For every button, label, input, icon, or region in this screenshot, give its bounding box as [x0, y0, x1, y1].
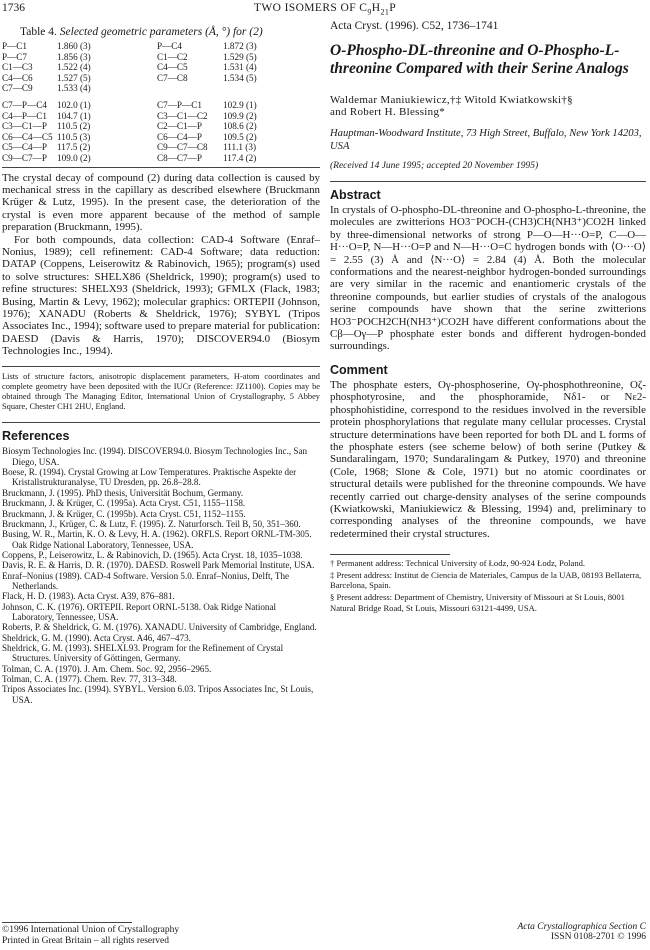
table-row	[2, 52, 320, 63]
table-cell-value: 1.860 (3)	[57, 41, 91, 51]
footnote: ‡ Present address: Institut de Ciencia de Materiales, Campus de la UAB, 08193 Bellaterra, Barcelona, Spain.	[330, 570, 642, 591]
references-list	[2, 446, 320, 705]
footnote: § Present address: Department of Chemistry, University of Missouri at St Louis, 8001 Natural Bridge Road, St Louis, Missouri 63121-4499, USA.	[330, 592, 625, 613]
authors-line-1: Waldemar Maniukiewicz,†‡ Witold Kwiatkowski†§	[330, 94, 573, 106]
footnotes	[330, 558, 646, 612]
reference-item: Biosym Technologies Inc. (1994). DISCOVER94.0. Biosym Technologies Inc., San Diego, USA.	[2, 446, 308, 467]
reference-item: Roberts, P. & Sheldrick, G. M. (1976). XANADU. University of Cambridge, England.	[2, 622, 317, 633]
table-caption: Table 4. Selected geometric parameters (Å, °) for (2)	[20, 26, 263, 38]
table-cell-value: 109.5 (2)	[223, 131, 257, 142]
issn: ISSN 0108-2701 © 1996	[550, 932, 646, 942]
table-cell-label: C8—C7—P	[157, 152, 202, 163]
table-cell-value: 1.534 (5)	[223, 72, 257, 83]
table-cell-label: C4—P—C1	[2, 110, 47, 121]
citation: Acta Cryst. (1996). C52, 1736–1741	[330, 20, 499, 32]
copyright-line: ©1996 International Union of Crystallography	[2, 925, 180, 935]
table-row	[2, 111, 320, 122]
reference-item: Flack, H. D. (1983). Acta Cryst. A39, 876–881.	[2, 591, 175, 602]
comment-heading: Comment	[330, 362, 388, 377]
reference-item: Tripos Associates Inc. (1994). SYBYL. Version 6.03. Tripos Associates Inc, St Louis, USA.	[2, 684, 314, 705]
authors-line-2: and Robert H. Blessing*	[330, 106, 446, 118]
table-row	[2, 142, 320, 153]
reference-item: Davis, R. E. & Harris, D. R. (1970). DAESD. Roswell Park Memorial Institute, USA.	[2, 560, 315, 571]
reference-item: Tolman, C. A. (1970). J. Am. Chem. Soc. 92, 2956–2965.	[2, 663, 212, 674]
right-column	[330, 20, 646, 615]
table-row	[2, 83, 320, 94]
footnote: † Permanent address: Technical University of Łodz, 90-924 Łodz, Poland.	[330, 558, 586, 569]
table-row	[2, 121, 320, 132]
table-cell-value: 117.5 (2)	[57, 142, 91, 153]
footer-rule	[2, 922, 132, 923]
table-cell-value: 1.529 (5)	[223, 51, 257, 62]
table-cell-value: 104.7 (1)	[57, 110, 91, 121]
table-cell-value: 110.5 (3)	[57, 131, 91, 142]
paragraph-software: For both compounds, data collection: CAD-4 Software (Enraf–Nonius, 1989); cell refinement: CAD-4 Software; data reduction: DATAP (Coppens, Leiserowitz & Rabinovich, 1965); program(s) used to solve structures: SHELX86 (Sheldrick, 1990); program(s) used to refine structures: SHELX93 (Sheldrick, 1993); GFMLX (Flack, 1983; Busing, Martin & Levy, 1962); molecular graphics: ORTEPII (Johnson, 1976); XANADU (Roberts & Sheldrick, 1976); SYBYL (Tripos Associates Inc., 1994); software used to prepare material for publication: DAESD (Davis & Harris, 1970); DISCOVER94.0 (Biosym Technologies Inc., 1994).	[2, 233, 320, 358]
table-cell-label: C6—C4—P	[157, 131, 202, 142]
table-cell-label: C1—C2	[157, 51, 188, 62]
reference-item: Sheldrick, G. M. (1993). SHELXL93. Program for the Refinement of Crystal Structures. University of Göttingen, Germany.	[2, 642, 284, 664]
received-dates: (Received 14 June 1995; accepted 20 November 1995)	[330, 161, 539, 171]
table-cell-value	[223, 83, 320, 94]
paragraph-crystal-decay: The crystal decay of compound (2) during data collection is caused by mechanical stress in the capillary as described elsewhere (Bruckmann Krüger & Lutz, 1995). In the present case, the deterioration of the crystal is even more apparent because of the method of sample preparation (Bruckmann, 1995).	[2, 171, 320, 234]
article-title: O-Phospho-DL-threonine and O-Phospho-L-threonine Compared with their Serine Analogs	[330, 42, 629, 77]
table-cell-label: C6—C4—C5	[2, 131, 53, 142]
table-row	[2, 62, 320, 73]
table-cell-label: C7—P—C4	[2, 99, 47, 110]
reference-item: Bruckmann, J. (1995). PhD thesis, Universität Bochum, Germany.	[2, 487, 244, 498]
table-cell-value: 1.533 (4)	[57, 83, 91, 94]
page-number: 1736	[2, 2, 25, 14]
deposit-rule	[2, 366, 320, 367]
running-title: TWO ISOMERS OF $C_9H_{21}P$	[253, 2, 397, 17]
reference-item: Tolman, C. A. (1977). Chem. Rev. 77, 313–348.	[2, 674, 177, 684]
table-cell-label: C3—C1—P	[2, 121, 47, 132]
reference-item: Busing, W. R., Martin, K. O. & Levy, H. A. (1962). ORFLS. Report ORNL-TM-305. Oak Ridge National Laboratory, Tennessee, USA.	[2, 529, 312, 550]
table-cell-label: C7—C9	[2, 83, 33, 94]
left-footer	[2, 922, 320, 947]
left-column	[2, 20, 320, 705]
table-cell-label: C9—C7—C8	[157, 142, 208, 153]
table-cell-label: C9—C7—P	[2, 152, 47, 163]
table-cell-label: P—C4	[157, 41, 183, 51]
right-footer	[330, 922, 646, 942]
table-cell-value: 117.4 (2)	[223, 152, 257, 163]
abstract-heading: Abstract	[330, 188, 381, 202]
table-cell-label: P—C1	[2, 41, 28, 51]
table-cell-value: 111.1 (3)	[223, 142, 256, 153]
affiliation: Hauptman-Woodward Institute, 73 High Street, Buffalo, New York 14203, USA	[330, 128, 642, 152]
geometric-parameters-table	[2, 41, 320, 164]
table-cell-label: C4—C5	[157, 62, 188, 73]
references-rule	[2, 422, 320, 423]
reference-item: Coppens, P., Leiserowitz, L. & Rabinovich, D. (1965). Acta Cryst. 18, 1035–1038.	[2, 549, 303, 560]
comment-text: The phosphate esters, Oγ-phosphoserine, Oγ-phosphothreonine, Oζ-phosphotyrosine, and the phosphoramide, Nδ1- or Nε2-phosphohistidine, correspond to the residues involved in the reversible protein phosphorylations that regulate many cellular processes. Crystal structure determinations have been reported for both DL and L forms of the phosphate esters (see scheme below) of both serine (Putkey & Sundaralingam, 1970; Sundaralingam & Putkey, 1970) and threonine (Cole, 1968; Slone & Cole, 1971) but no atomic coordinates or structural details were published for the threonine compounds. We have recently carried out charge-density analyses of the serine compounds (Kwiatkowski, Maniukiewicz & Blessing, 1994) and, preliminary to corresponding analyses of the threonine compounds, we have redetermined their crystal structures.	[330, 378, 646, 540]
reference-item: Sheldrick, G. M. (1990). Acta Cryst. A46, 467–473.	[2, 632, 191, 643]
reference-item: Bruckmann, J., Krüger, C. & Lutz, F. (1995). Z. Naturforsch. Teil B, 50, 351–360.	[2, 518, 301, 529]
reference-item: Boese, R. (1994). Crystal Growing at Low Temperatures. Praktische Aspekte der Kristallstrukturanalyse, TU Dresden, pp. 26.8–28.8.	[2, 467, 297, 488]
table-row	[2, 153, 320, 164]
table-cell-value: 102.9 (1)	[223, 99, 257, 110]
table-cell-label: C3—C1—C2	[157, 110, 208, 121]
table-rule	[2, 167, 320, 168]
table-cell-label: C2—C1—P	[157, 121, 202, 132]
table-cell-value: 109.0 (2)	[57, 152, 91, 163]
journal-name: Acta Crystallographica Section C	[517, 922, 646, 932]
table-cell-label: C5—C4—P	[2, 142, 47, 153]
reference-item: Bruckmann, J. & Krüger, C. (1995a). Acta Cryst. C51, 1155–1158.	[2, 498, 246, 509]
table-cell-value: 1.856 (3)	[57, 51, 91, 62]
table-cell-value: 108.6 (2)	[223, 121, 257, 132]
table-cell-label	[157, 83, 223, 94]
reference-item: Enraf–Nonius (1989). CAD-4 Software. Version 5.0. Enraf–Nonius, Delft, The Netherlands.	[2, 570, 290, 591]
table-cell-value: 110.5 (2)	[57, 121, 91, 132]
page-header	[2, 2, 648, 18]
table-row	[2, 94, 320, 111]
table-cell-value: 1.531 (4)	[223, 62, 257, 73]
table-cell-label: P—C7	[2, 51, 28, 62]
table-row	[2, 41, 320, 52]
table-cell-label: C7—P—C1	[157, 99, 202, 110]
references-heading: References	[2, 429, 70, 444]
table-cell-value: 102.0 (1)	[57, 99, 91, 110]
reference-item: Johnson, C. K. (1976). ORTEPII. Report ORNL-5138. Oak Ridge National Laboratory, Tennessee, USA.	[2, 601, 277, 622]
reference-item: Bruckmann, J. & Krüger, C. (1995b). Acta Cryst. C51, 1152–1155.	[2, 508, 246, 519]
abstract-text: In crystals of O-phospho-DL-threonine and O-phospho-L-threonine, the molecules are zwitterions HO3⁻POCH-(CH3)CH(NH3⁺)CO2H linked by three-dimensional networks of strong P—O—H···O=P, C—O—H···O=P, N—H···O=P and N—H···O=C hydrogen bonds with ⟨O···O⟩ = 2.55 (3) Å and ⟨N···O⟩ = 2.84 (4) Å. Both the molecular conformations and the nearest-neighbor hydrogen-bonded surroundings are very similar in the racemic and enantiomeric crystals of the threonine compounds, but earlier studies of crystals of the analogous serine compounds have shown that the serine zwitterions HO3⁻POCH2CH(NH3⁺)CO2H have different conformations about the Cβ—Oγ—P phosphate ester bonds and different hydrogen-bonded surroundings.	[330, 204, 646, 353]
table-cell-label: C1—C3	[2, 62, 33, 73]
deposit-note: Lists of structure factors, anisotropic displacement parameters, H-atom coordinates and complete geometry have been deposited with the IUCr (Reference: JZ1100). Copies may be obtained through The Managing Editor, International Union of Crystallography, 5 Abbey Square, Chester CH1 2HU, England.	[2, 371, 320, 412]
table-row	[2, 132, 320, 143]
footnote-rule	[330, 554, 450, 555]
table-cell-value: 109.9 (2)	[223, 110, 257, 121]
abstract-rule	[330, 181, 646, 182]
table-cell-value: 1.522 (4)	[57, 62, 91, 73]
table-row	[2, 73, 320, 84]
printed-line: Printed in Great Britain – all rights reserved	[2, 936, 169, 946]
table-cell-value: 1.872 (3)	[223, 41, 257, 51]
table-cell-value: 1.527 (5)	[57, 72, 91, 83]
table-cell-label: C7—C8	[157, 72, 188, 83]
table-cell-label: C4—C6	[2, 72, 33, 83]
